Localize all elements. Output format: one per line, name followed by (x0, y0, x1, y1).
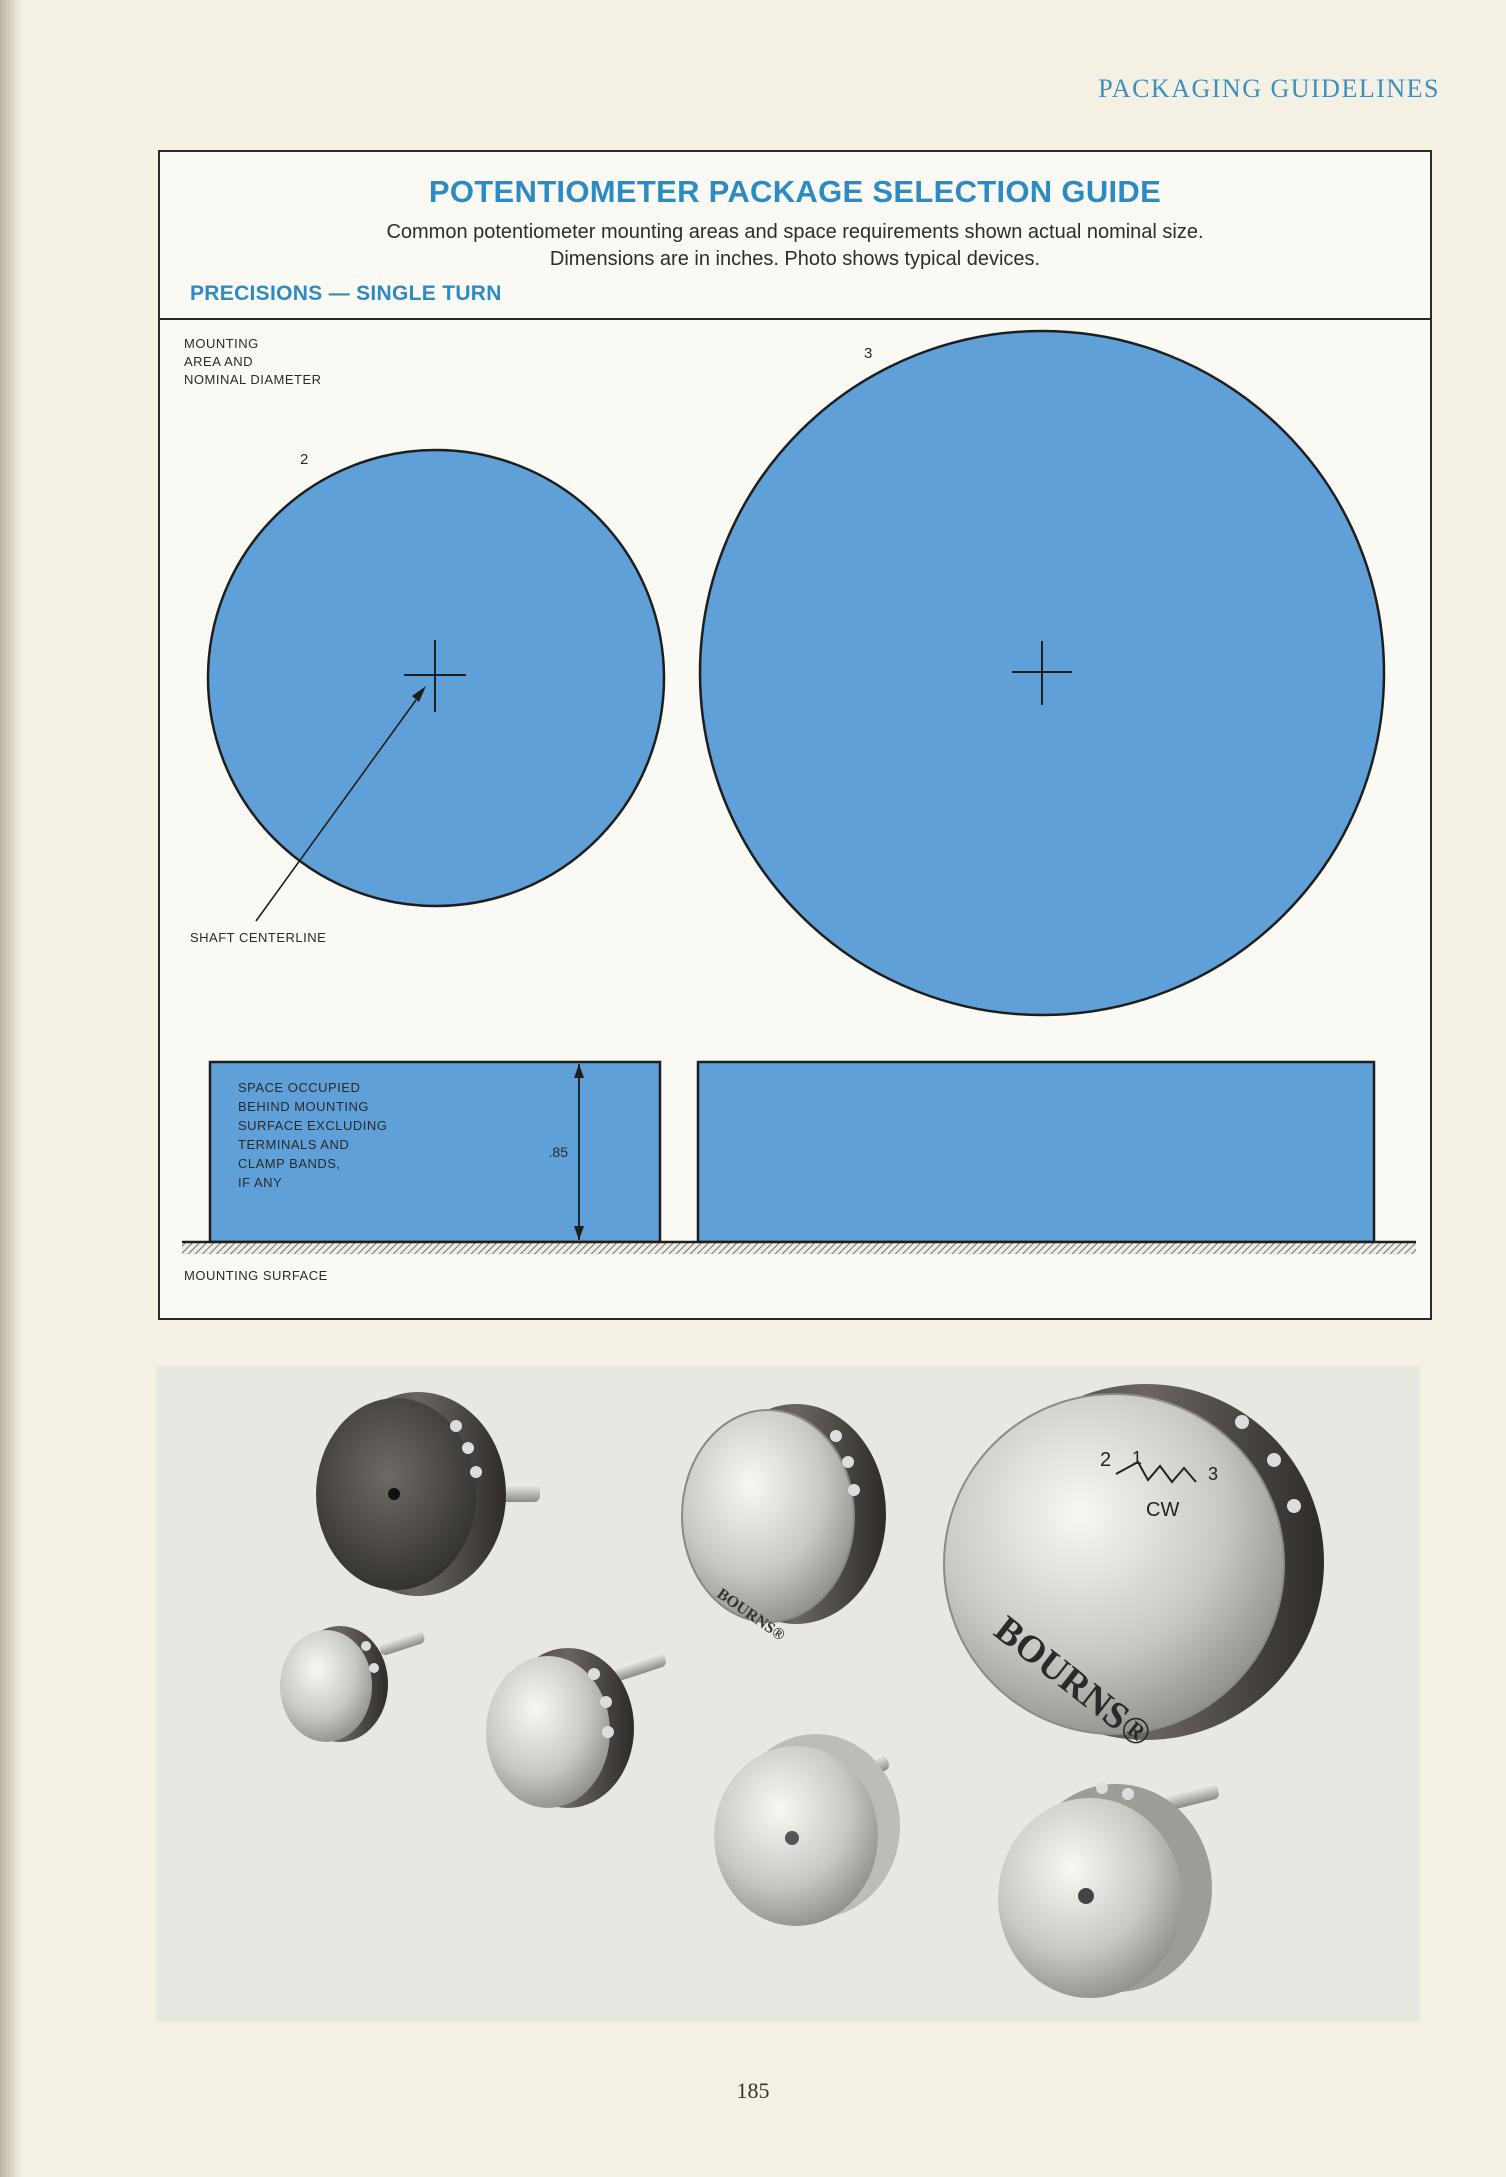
brand-mark-small: BOURNS® (713, 1585, 788, 1645)
guide-header (160, 152, 1430, 320)
selection-guide-panel (158, 150, 1432, 1320)
subtitle-line-1: Common potentiometer mounting areas and space requirements shown actual nominal size. (386, 221, 1204, 243)
potentiometer-silver-large (944, 1384, 1324, 1756)
mounting-area-label-line-2: AREA AND (184, 354, 254, 369)
mounting-surface-hatch (182, 1242, 1416, 1254)
potentiometer-small-center (486, 1648, 667, 1808)
potentiometer-small-left (280, 1626, 426, 1742)
potentiometer-silver-medium (682, 1404, 886, 1644)
schematic-terminal-3: 3 (1208, 1464, 1219, 1484)
schematic-terminal-1: 1 (1132, 1448, 1143, 1468)
potentiometer-bottom-right (998, 1782, 1220, 1998)
space-label-line-2: BEHIND MOUNTING (238, 1099, 369, 1114)
guide-title: POTENTIOMETER PACKAGE SELECTION GUIDE (428, 174, 1162, 209)
diameter-2-label: 2 (300, 451, 309, 468)
space-label-line-1: SPACE OCCUPIED (238, 1080, 361, 1095)
typical-devices-photo (156, 1366, 1420, 2022)
page-number: 185 (736, 2078, 770, 2103)
mounting-area-drawing (160, 320, 1430, 1320)
space-label-line-3: SURFACE EXCLUDING (238, 1118, 388, 1133)
space-label-line-5: CLAMP BANDS, (238, 1156, 341, 1171)
depth-block-3in (698, 1062, 1374, 1242)
potentiometer-dark-large (316, 1392, 540, 1596)
guide-subtitle (160, 219, 1430, 273)
page-spine-shadow (0, 0, 22, 2177)
running-head: PACKAGING GUIDELINES (1098, 74, 1440, 103)
section-label: PRECISIONS — SINGLE TURN (190, 282, 502, 305)
diameter-3-label: 3 (864, 345, 873, 362)
depth-value: .85 (548, 1144, 568, 1160)
potentiometer-bright-cylinder (714, 1734, 900, 1926)
shaft-centerline-label: SHAFT CENTERLINE (190, 930, 327, 945)
mounting-area-label-line-3: NOMINAL DIAMETER (184, 372, 322, 387)
potentiometer-photo-illustration (156, 1366, 1420, 2022)
mounting-area-label-line-1: MOUNTING (184, 336, 259, 351)
schematic-cw: CW (1146, 1499, 1180, 1521)
schematic-terminal-2: 2 (1100, 1449, 1112, 1471)
brand-mark-large: BOURNS® (986, 1607, 1160, 1757)
subtitle-line-2: Dimensions are in inches. Photo shows typical devices. (549, 248, 1041, 270)
space-label-line-4: TERMINALS AND (238, 1137, 350, 1152)
mounting-surface-label: MOUNTING SURFACE (184, 1268, 328, 1283)
space-label-line-6: IF ANY (238, 1175, 283, 1190)
